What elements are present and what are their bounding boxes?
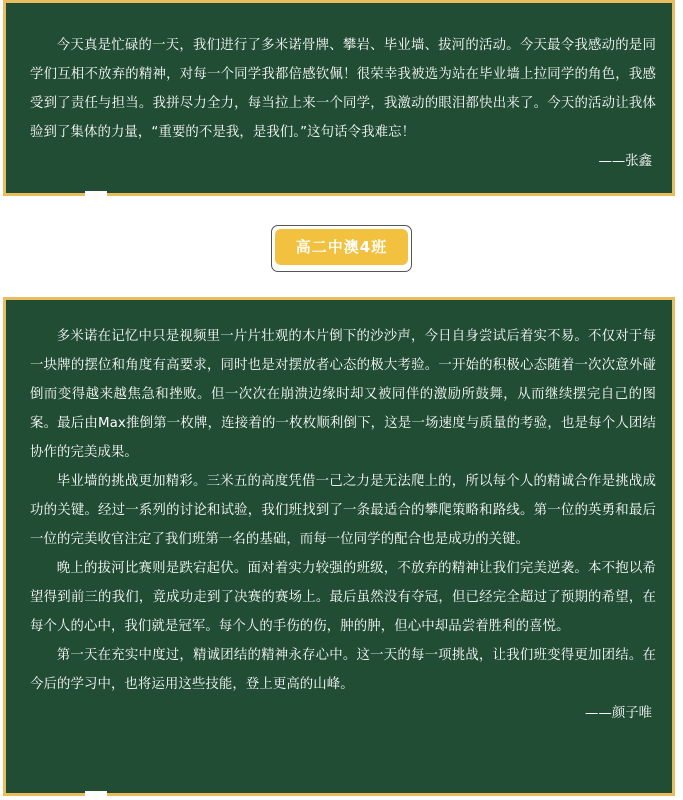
reflection-paragraph-summary: 第一天在充实中度过，精诚团结的精神永存心中。这一天的每一项挑战，让我们班变得更加团结。在今后的学习中，也将运用这些技能，登上更高的山峰。 <box>30 648 656 692</box>
class-badge-frame <box>271 225 412 272</box>
top-reflection-signature: ——张鑫 <box>598 154 652 169</box>
reflection-paragraph-dominoes: 多米诺在记忆中只是视频里一片片壮观的木片倒下的沙沙声，今日自身尝试后着实不易。不仅对于每一块牌的摆位和角度有高要求，同时也是对摆放者心态的极大考验。一开始的积极心态随着一次次意外碰倒而变得越来越焦急和挫败。但一次次在崩溃边缘时却又被同伴的激励所鼓舞，从而继续摆完自己的图案。最后由Max推倒第一枚牌，连接着的一枚枚顺利倒下，这是一场速度与质量的考验，也是每个人团结协作的完美成果。 <box>30 329 656 460</box>
bottom-reflection-signature: ——颜子唯 <box>585 706 652 721</box>
card-tab-marker <box>85 791 107 796</box>
bottom-reflection-card <box>3 297 675 796</box>
reflection-paragraph-graduation-wall: 毕业墙的挑战更加精彩。三米五的高度凭借一己之力是无法爬上的，所以每个人的精诚合作是挑战成功的关键。经过一系列的讨论和试验，我们班找到了一条最适合的攀爬策略和路线。第一位的英勇和最后一位的完美收官注定了我们班第一名的基础，而每一位同学的配合也是成功的关键。 <box>30 474 656 547</box>
class-badge: 高二中澳4班 <box>275 229 408 265</box>
card-tab-marker <box>85 191 107 196</box>
top-reflection-card <box>3 0 675 196</box>
top-reflection-paragraph: 今天真是忙碌的一天，我们进行了多米诺骨牌、攀岩、毕业墙、拔河的活动。今天最令我感动的是同学们互相不放弃的精神，对每一个同学我都倍感钦佩！很荣幸我被选为站在毕业墙上拉同学的角色，我感受到了责任与担当。我拼尽力全力，每当拉上来一个同学，我激动的眼泪都快出来了。今天的活动让我体验到了集体的力量，“重要的不是我，是我们。”这句话令我难忘！ <box>30 38 656 140</box>
reflection-paragraph-tug-of-war: 晚上的拔河比赛则是跌宕起伏。面对着实力较强的班级，不放弃的精神让我们完美逆袭。本不抱以希望得到前三的我们，竟成功走到了决赛的赛场上。最后虽然没有夺冠，但已经完全超过了预期的希望，在每个人的心中，我们就是冠军。每个人的手伤的伤，肿的肿，但心中却品尝着胜利的喜悦。 <box>30 561 656 634</box>
